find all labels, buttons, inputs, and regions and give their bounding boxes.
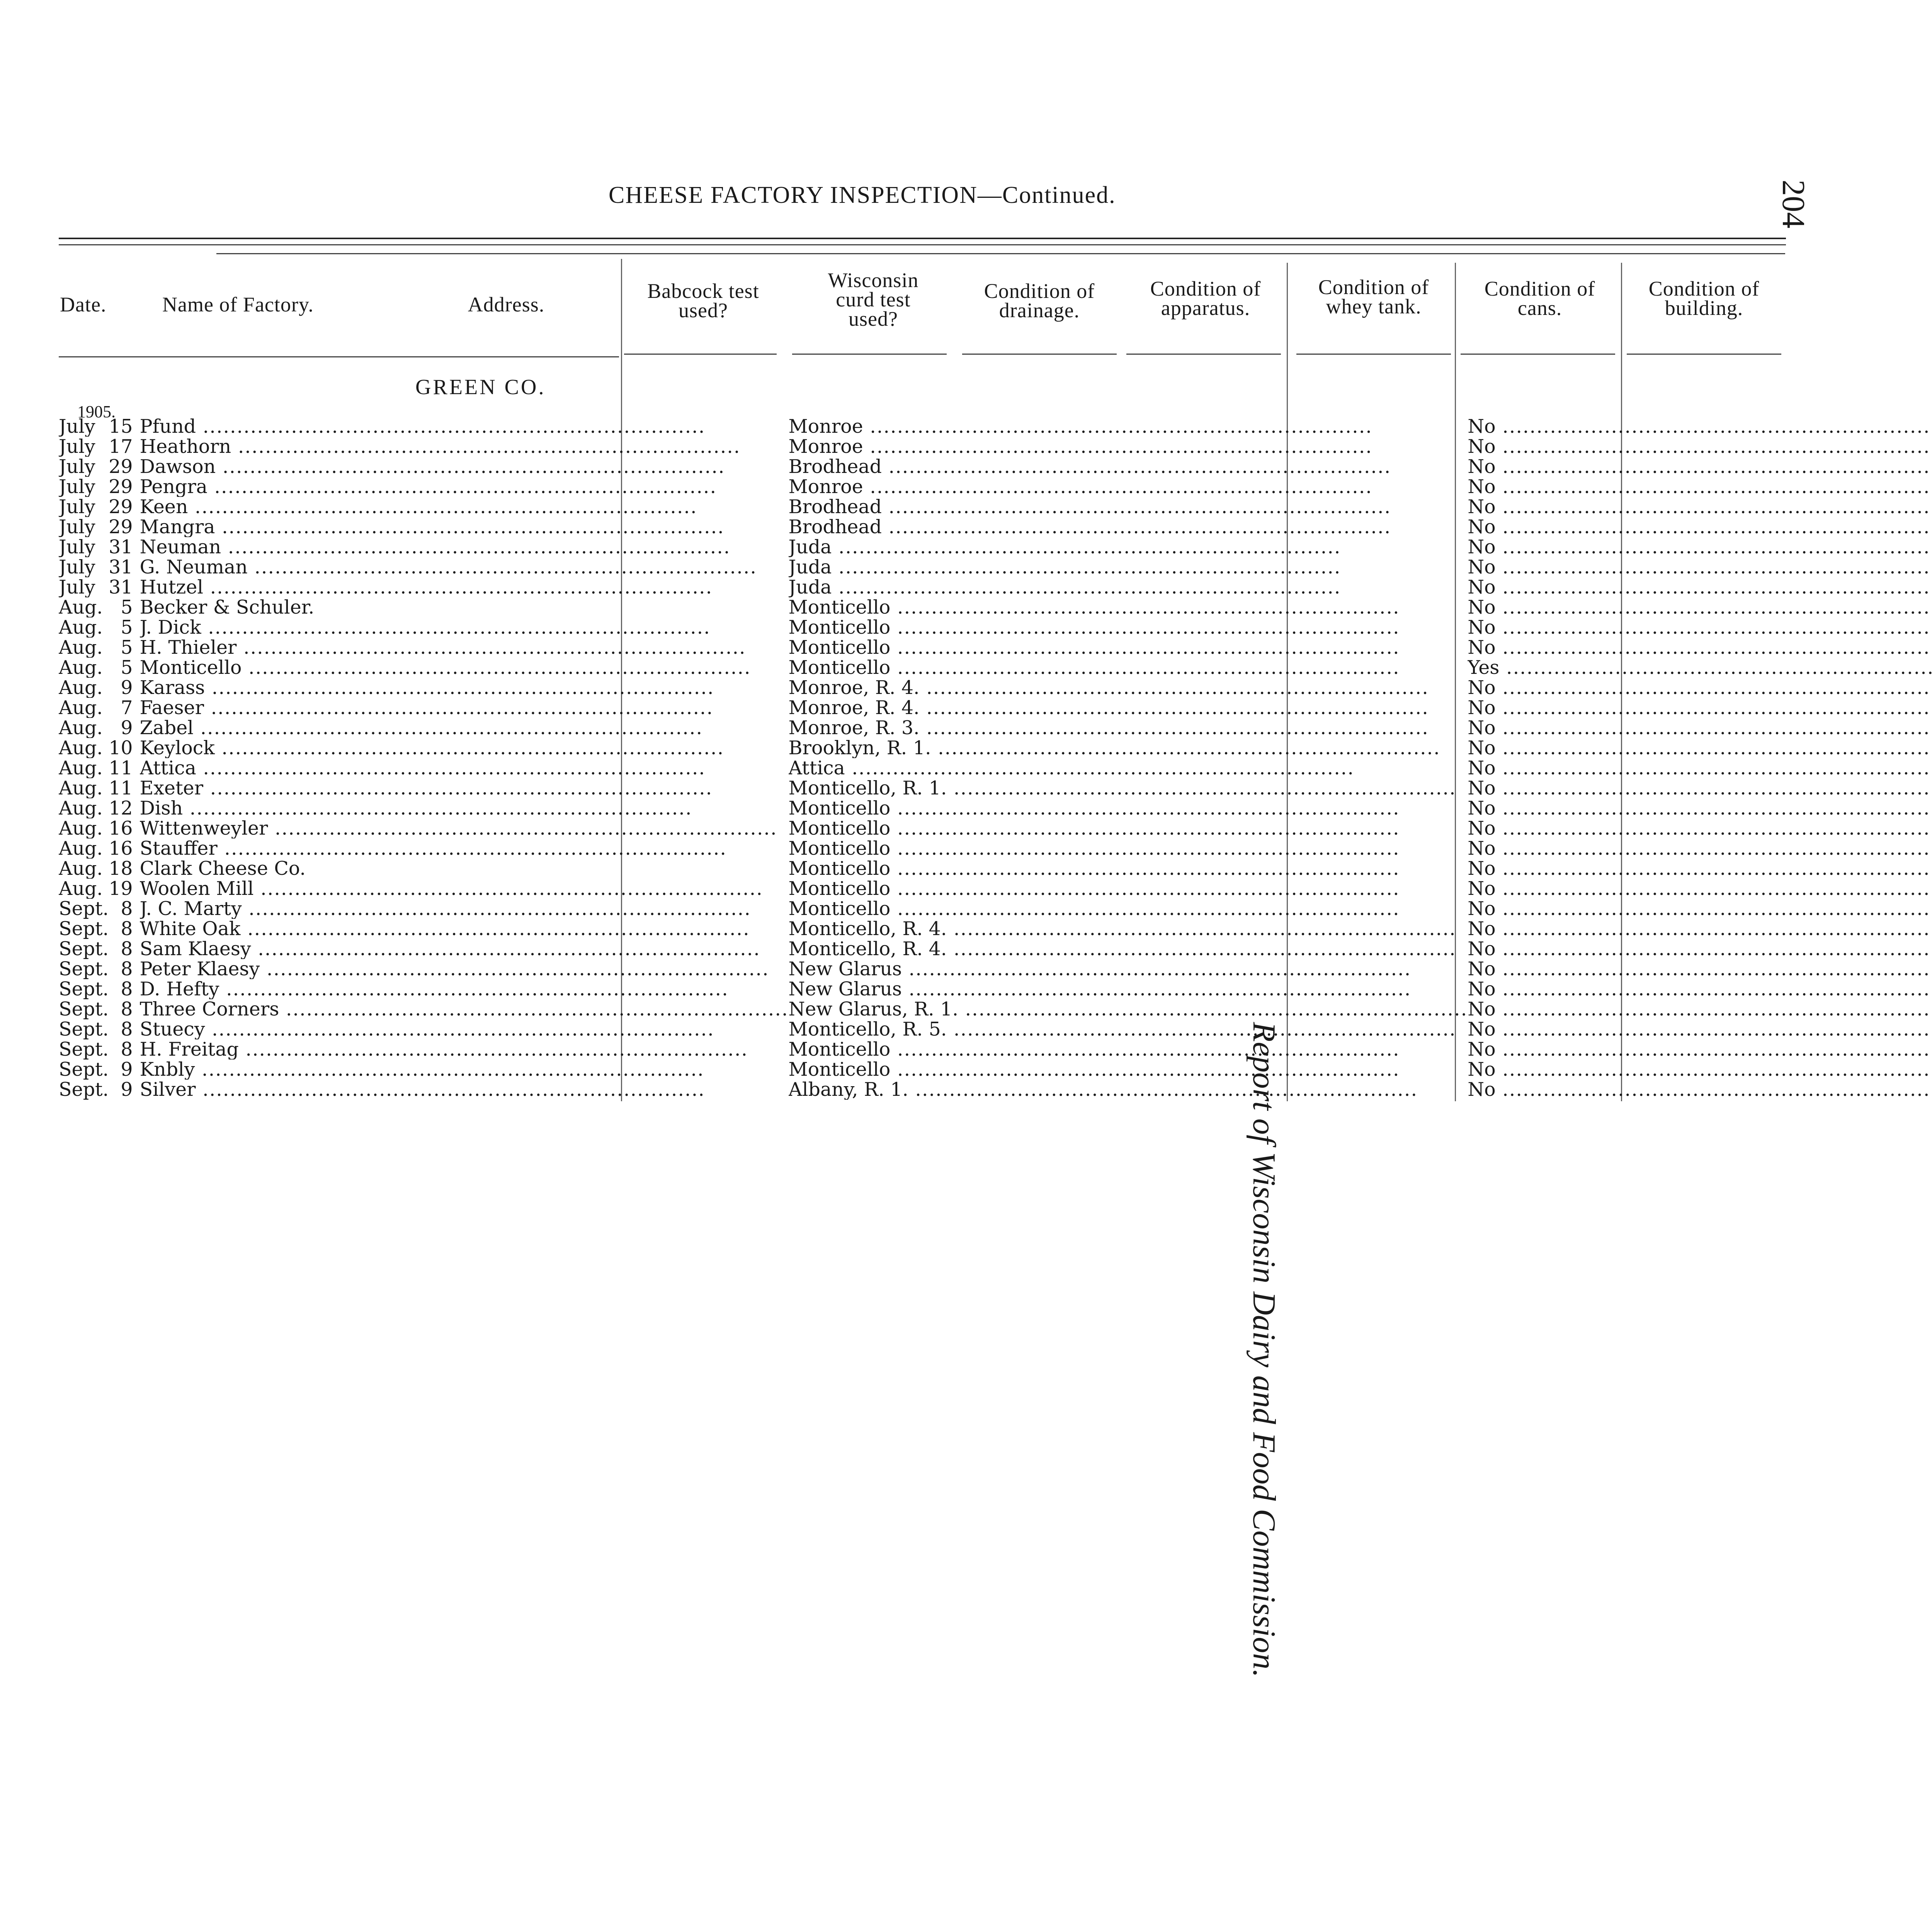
factory-name: Faeser ..... bbox=[140, 698, 789, 718]
address: Monroe, R. 4. ..... bbox=[789, 678, 1468, 698]
header-bottom-rule-babcock bbox=[624, 354, 777, 355]
address: Attica ..... bbox=[789, 758, 1468, 778]
factory-name: G. Neuman ..... bbox=[140, 557, 789, 577]
babcock: No ..... bbox=[1468, 557, 1932, 577]
day: 15 bbox=[109, 417, 133, 437]
address: Brooklyn, R. 1. ..... bbox=[789, 738, 1468, 758]
table-row bbox=[59, 517, 1932, 537]
day: 8 bbox=[121, 959, 133, 979]
month: July bbox=[59, 417, 95, 437]
year-label: 1905. bbox=[77, 402, 116, 421]
table-row bbox=[59, 638, 1932, 658]
babcock: No ..... bbox=[1468, 738, 1932, 758]
address: Juda ..... bbox=[789, 557, 1468, 577]
babcock: No ..... bbox=[1468, 1080, 1932, 1100]
month: Aug. bbox=[59, 597, 103, 617]
factory-name: Attica ..... bbox=[140, 758, 789, 778]
factory-name: Silver ..... bbox=[140, 1080, 789, 1100]
factory-name: Karass ..... bbox=[140, 678, 789, 698]
factory-name: Mangra ..... bbox=[140, 517, 789, 537]
babcock: No ..... bbox=[1468, 617, 1932, 638]
month: Aug. bbox=[59, 838, 103, 859]
table-row bbox=[59, 477, 1932, 497]
table-row bbox=[59, 437, 1932, 457]
month: Sept. bbox=[59, 1060, 109, 1080]
header-building-line-1: Condition of bbox=[1648, 277, 1760, 300]
table-row bbox=[59, 919, 1932, 939]
address: Monticello ..... bbox=[789, 838, 1468, 859]
page-number: 204 bbox=[1776, 180, 1811, 228]
factory-name: Exeter ..... bbox=[140, 778, 789, 798]
babcock: No ..... bbox=[1468, 778, 1932, 798]
babcock: No ..... bbox=[1468, 698, 1932, 718]
month: Sept. bbox=[59, 959, 109, 979]
table-row bbox=[59, 457, 1932, 477]
day: 9 bbox=[121, 718, 133, 738]
header-bottom-rule-apparatus bbox=[1126, 354, 1281, 355]
babcock: No ..... bbox=[1468, 999, 1932, 1019]
day: 8 bbox=[121, 899, 133, 919]
day: 29 bbox=[109, 517, 133, 537]
babcock: No ..... bbox=[1468, 537, 1932, 557]
babcock: No ..... bbox=[1468, 1039, 1932, 1060]
header-wisconsin-line-3: used? bbox=[849, 307, 898, 330]
header-name bbox=[162, 295, 394, 314]
table-row bbox=[59, 497, 1932, 517]
babcock: No ..... bbox=[1468, 979, 1932, 999]
babcock: No ..... bbox=[1468, 638, 1932, 658]
header-cans-line-1: Condition of bbox=[1484, 277, 1595, 300]
table-row bbox=[59, 698, 1932, 718]
top-rule-second bbox=[59, 244, 1786, 245]
babcock: No ..... bbox=[1468, 798, 1932, 818]
day: 19 bbox=[109, 879, 133, 899]
day: 17 bbox=[109, 437, 133, 457]
header-cans bbox=[1459, 279, 1621, 318]
month: July bbox=[59, 497, 95, 517]
day: 29 bbox=[109, 477, 133, 497]
day: 29 bbox=[109, 497, 133, 517]
factory-name: H. Thieler ..... bbox=[140, 638, 789, 658]
factory-name: Becker & Schuler. bbox=[139, 597, 315, 617]
inspection-table bbox=[59, 417, 1932, 1100]
babcock: No ..... bbox=[1468, 718, 1932, 738]
babcock: No ..... bbox=[1468, 497, 1932, 517]
address: Monticello ..... bbox=[789, 818, 1468, 838]
factory-name: Three Corners ..... bbox=[140, 999, 789, 1019]
day: 31 bbox=[109, 537, 133, 557]
table-row bbox=[59, 738, 1932, 758]
address: Brodhead ..... bbox=[789, 497, 1468, 517]
factory-name: Keylock ..... bbox=[140, 738, 789, 758]
month: Sept. bbox=[59, 899, 109, 919]
month: Aug. bbox=[59, 698, 103, 718]
month: July bbox=[59, 537, 95, 557]
address: Monticello ..... bbox=[789, 638, 1468, 658]
address: Monticello ..... bbox=[789, 899, 1468, 919]
table-row bbox=[59, 1080, 1932, 1100]
month: Sept. bbox=[59, 1019, 109, 1039]
month: Aug. bbox=[59, 718, 103, 738]
address: Monticello, R. 4. ..... bbox=[789, 919, 1468, 939]
factory-name: Pfund ..... bbox=[140, 417, 789, 437]
day: 16 bbox=[109, 838, 133, 859]
month: Sept. bbox=[59, 999, 109, 1019]
babcock: No ..... bbox=[1468, 1019, 1932, 1039]
address: Monticello ..... bbox=[789, 798, 1468, 818]
factory-name: Heathorn ..... bbox=[140, 437, 789, 457]
month: Aug. bbox=[59, 818, 103, 838]
header-bottom-rule-building bbox=[1627, 354, 1781, 355]
header-apparatus-line-1: Condition of bbox=[1150, 277, 1261, 300]
day: 5 bbox=[121, 597, 133, 617]
table-row bbox=[59, 899, 1932, 919]
day: 8 bbox=[121, 1039, 133, 1060]
babcock: No ..... bbox=[1468, 678, 1932, 698]
table-row bbox=[59, 557, 1932, 577]
address: Monticello ..... bbox=[789, 1039, 1468, 1060]
address: Monticello ..... bbox=[789, 658, 1468, 678]
factory-name: White Oak ..... bbox=[140, 919, 789, 939]
table-row bbox=[59, 678, 1932, 698]
table-row bbox=[59, 838, 1932, 859]
table-row bbox=[59, 798, 1932, 818]
day: 11 bbox=[109, 758, 133, 778]
address: Monticello, R. 5. ..... bbox=[789, 1019, 1468, 1039]
babcock: No ..... bbox=[1468, 758, 1932, 778]
header-address-label: Address. bbox=[468, 293, 545, 316]
factory-name: Monticello ..... bbox=[140, 658, 789, 678]
factory-name: Hutzel ..... bbox=[140, 577, 789, 597]
babcock: No ..... bbox=[1468, 899, 1932, 919]
day: 18 bbox=[109, 859, 133, 879]
header-apparatus-line-2: apparatus. bbox=[1161, 296, 1250, 320]
factory-name: Pengra ..... bbox=[140, 477, 789, 497]
month: Aug. bbox=[59, 798, 103, 818]
babcock: No ..... bbox=[1468, 577, 1932, 597]
factory-name: H. Freitag ..... bbox=[140, 1039, 789, 1060]
day: 9 bbox=[121, 1060, 133, 1080]
page-title: CHEESE FACTORY INSPECTION—Continued. bbox=[609, 182, 1116, 208]
factory-name: Neuman ..... bbox=[140, 537, 789, 557]
babcock: No ..... bbox=[1468, 959, 1932, 979]
table-row bbox=[59, 537, 1932, 557]
factory-name: Dawson ..... bbox=[140, 457, 789, 477]
table-row bbox=[59, 999, 1932, 1019]
sub-rule bbox=[216, 253, 1785, 254]
month: Aug. bbox=[59, 658, 103, 678]
factory-name: Stauffer ..... bbox=[140, 838, 789, 859]
month: July bbox=[59, 437, 95, 457]
day: 11 bbox=[109, 778, 133, 798]
day: 31 bbox=[109, 557, 133, 577]
month: Sept. bbox=[59, 1039, 109, 1060]
table-row bbox=[59, 859, 1932, 879]
factory-name: Knbly ..... bbox=[140, 1060, 789, 1080]
babcock: No ..... bbox=[1468, 517, 1932, 537]
month: July bbox=[59, 577, 95, 597]
table-row bbox=[59, 597, 1932, 617]
babcock: No ..... bbox=[1468, 939, 1932, 959]
header-babcock bbox=[622, 281, 784, 320]
factory-name: J. C. Marty ..... bbox=[140, 899, 789, 919]
day: 29 bbox=[109, 457, 133, 477]
table-row bbox=[59, 818, 1932, 838]
babcock: No ..... bbox=[1468, 457, 1932, 477]
header-bottom-rule-wisconsin bbox=[792, 354, 947, 355]
day: 5 bbox=[121, 617, 133, 638]
babcock: No ..... bbox=[1468, 919, 1932, 939]
table-row bbox=[59, 718, 1932, 738]
table-row bbox=[59, 979, 1932, 999]
header-whey-line-1: Condition of bbox=[1318, 276, 1429, 299]
header-apparatus bbox=[1124, 279, 1287, 318]
top-rule bbox=[59, 238, 1786, 239]
table-row bbox=[59, 758, 1932, 778]
header-wisconsin-line-2: curd test bbox=[836, 288, 911, 311]
address: Monticello ..... bbox=[789, 617, 1468, 638]
header-date-label: Date. bbox=[60, 293, 107, 316]
day: 10 bbox=[109, 738, 133, 758]
table-row bbox=[59, 939, 1932, 959]
factory-name: Sam Klaesy ..... bbox=[140, 939, 789, 959]
month: Sept. bbox=[59, 1080, 109, 1100]
address: Monticello ..... bbox=[789, 1060, 1468, 1080]
babcock: No ..... bbox=[1468, 859, 1932, 879]
day: 8 bbox=[121, 979, 133, 999]
address: Brodhead ..... bbox=[789, 457, 1468, 477]
address: New Glarus, R. 1. ..... bbox=[789, 999, 1468, 1019]
day: 5 bbox=[121, 638, 133, 658]
address: Monroe ..... bbox=[789, 477, 1468, 497]
factory-name: Keen ..... bbox=[140, 497, 789, 517]
table-row bbox=[59, 1060, 1932, 1080]
babcock: Yes ..... bbox=[1468, 658, 1932, 678]
table-row bbox=[59, 1039, 1932, 1060]
month: Aug. bbox=[59, 879, 103, 899]
babcock: No ..... bbox=[1468, 417, 1932, 437]
day: 12 bbox=[109, 798, 133, 818]
month: July bbox=[59, 477, 95, 497]
day: 9 bbox=[121, 678, 133, 698]
babcock: No ..... bbox=[1468, 597, 1932, 617]
header-cans-line-2: cans. bbox=[1517, 296, 1562, 320]
header-name-label: Name of Factory. bbox=[162, 293, 314, 316]
table-row bbox=[59, 1019, 1932, 1039]
address: New Glarus ..... bbox=[789, 979, 1468, 999]
babcock: No ..... bbox=[1468, 437, 1932, 457]
header-babcock-line-1: Babcock test bbox=[647, 279, 759, 303]
month: Aug. bbox=[59, 778, 103, 798]
header-drainage-line-2: drainage. bbox=[999, 299, 1080, 322]
month: Sept. bbox=[59, 919, 109, 939]
month: July bbox=[59, 457, 95, 477]
address: Monticello, R. 1. ..... bbox=[789, 778, 1468, 798]
day: 8 bbox=[121, 1019, 133, 1039]
table-row bbox=[59, 879, 1932, 899]
factory-name: Wittenweyler ..... bbox=[140, 818, 789, 838]
table-row bbox=[59, 658, 1932, 678]
factory-name: Dish ..... bbox=[140, 798, 789, 818]
address: Monroe ..... bbox=[789, 437, 1468, 457]
header-babcock-line-2: used? bbox=[679, 299, 728, 322]
table-row bbox=[59, 577, 1932, 597]
month: Aug. bbox=[59, 617, 103, 638]
month: Aug. bbox=[59, 638, 103, 658]
factory-name: Zabel ..... bbox=[140, 718, 789, 738]
month: Aug. bbox=[59, 678, 103, 698]
address: New Glarus ..... bbox=[789, 959, 1468, 979]
address: Monroe, R. 3. ..... bbox=[789, 718, 1468, 738]
month: Aug. bbox=[59, 859, 103, 879]
address: Juda ..... bbox=[789, 537, 1468, 557]
factory-name: Peter Klaesy ..... bbox=[140, 959, 789, 979]
month: Aug. bbox=[59, 738, 103, 758]
header-wisconsin bbox=[792, 270, 954, 328]
day: 8 bbox=[121, 919, 133, 939]
day: 8 bbox=[121, 999, 133, 1019]
babcock: No ..... bbox=[1468, 879, 1932, 899]
side-caption: Report of Wisconsin Dairy and Food Commission. bbox=[1246, 1022, 1282, 1678]
county-heading: GREEN CO. bbox=[415, 375, 546, 399]
factory-name: D. Hefty ..... bbox=[140, 979, 789, 999]
header-wisconsin-line-1: Wisconsin bbox=[828, 269, 919, 292]
babcock: No ..... bbox=[1468, 477, 1932, 497]
address: Monroe, R. 4. ..... bbox=[789, 698, 1468, 718]
factory-name: Clark Cheese Co. bbox=[139, 859, 306, 879]
header-bottom-rule-cans bbox=[1461, 354, 1615, 355]
address: Monticello ..... bbox=[789, 859, 1468, 879]
header-drainage bbox=[958, 281, 1121, 320]
header-whey bbox=[1293, 277, 1455, 316]
header-whey-line-2: whey tank. bbox=[1326, 295, 1422, 318]
header-bottom-rule bbox=[59, 356, 619, 357]
month: Sept. bbox=[59, 979, 109, 999]
day: 9 bbox=[121, 1080, 133, 1100]
month: Aug. bbox=[59, 758, 103, 778]
header-address bbox=[425, 295, 587, 314]
header-building-line-2: building. bbox=[1665, 296, 1743, 320]
month: Sept. bbox=[59, 939, 109, 959]
babcock: No ..... bbox=[1468, 1060, 1932, 1080]
header-drainage-line-1: Condition of bbox=[984, 279, 1095, 303]
table-row bbox=[59, 417, 1932, 437]
table-row bbox=[59, 778, 1932, 798]
header-bottom-rule-drainage bbox=[962, 354, 1117, 355]
factory-name: J. Dick ..... bbox=[140, 617, 789, 638]
day: 7 bbox=[121, 698, 133, 718]
address: Juda ..... bbox=[789, 577, 1468, 597]
day: 16 bbox=[109, 818, 133, 838]
address: Monticello ..... bbox=[789, 597, 1468, 617]
day: 31 bbox=[109, 577, 133, 597]
table-row bbox=[59, 617, 1932, 638]
babcock: No ..... bbox=[1468, 838, 1932, 859]
factory-name: Woolen Mill ..... bbox=[140, 879, 789, 899]
babcock: No ..... bbox=[1468, 818, 1932, 838]
header-bottom-rule-whey bbox=[1296, 354, 1451, 355]
address: Monticello, R. 4. ..... bbox=[789, 939, 1468, 959]
table-row bbox=[59, 959, 1932, 979]
day: 8 bbox=[121, 939, 133, 959]
address: Brodhead ..... bbox=[789, 517, 1468, 537]
header-date bbox=[60, 295, 137, 314]
month: July bbox=[59, 557, 95, 577]
factory-name: Stuecy ..... bbox=[140, 1019, 789, 1039]
header-building bbox=[1623, 279, 1785, 318]
day: 5 bbox=[121, 658, 133, 678]
address: Monticello ..... bbox=[789, 879, 1468, 899]
month: July bbox=[59, 517, 95, 537]
address: Monroe ..... bbox=[789, 417, 1468, 437]
address: Albany, R. 1. ..... bbox=[789, 1080, 1468, 1100]
